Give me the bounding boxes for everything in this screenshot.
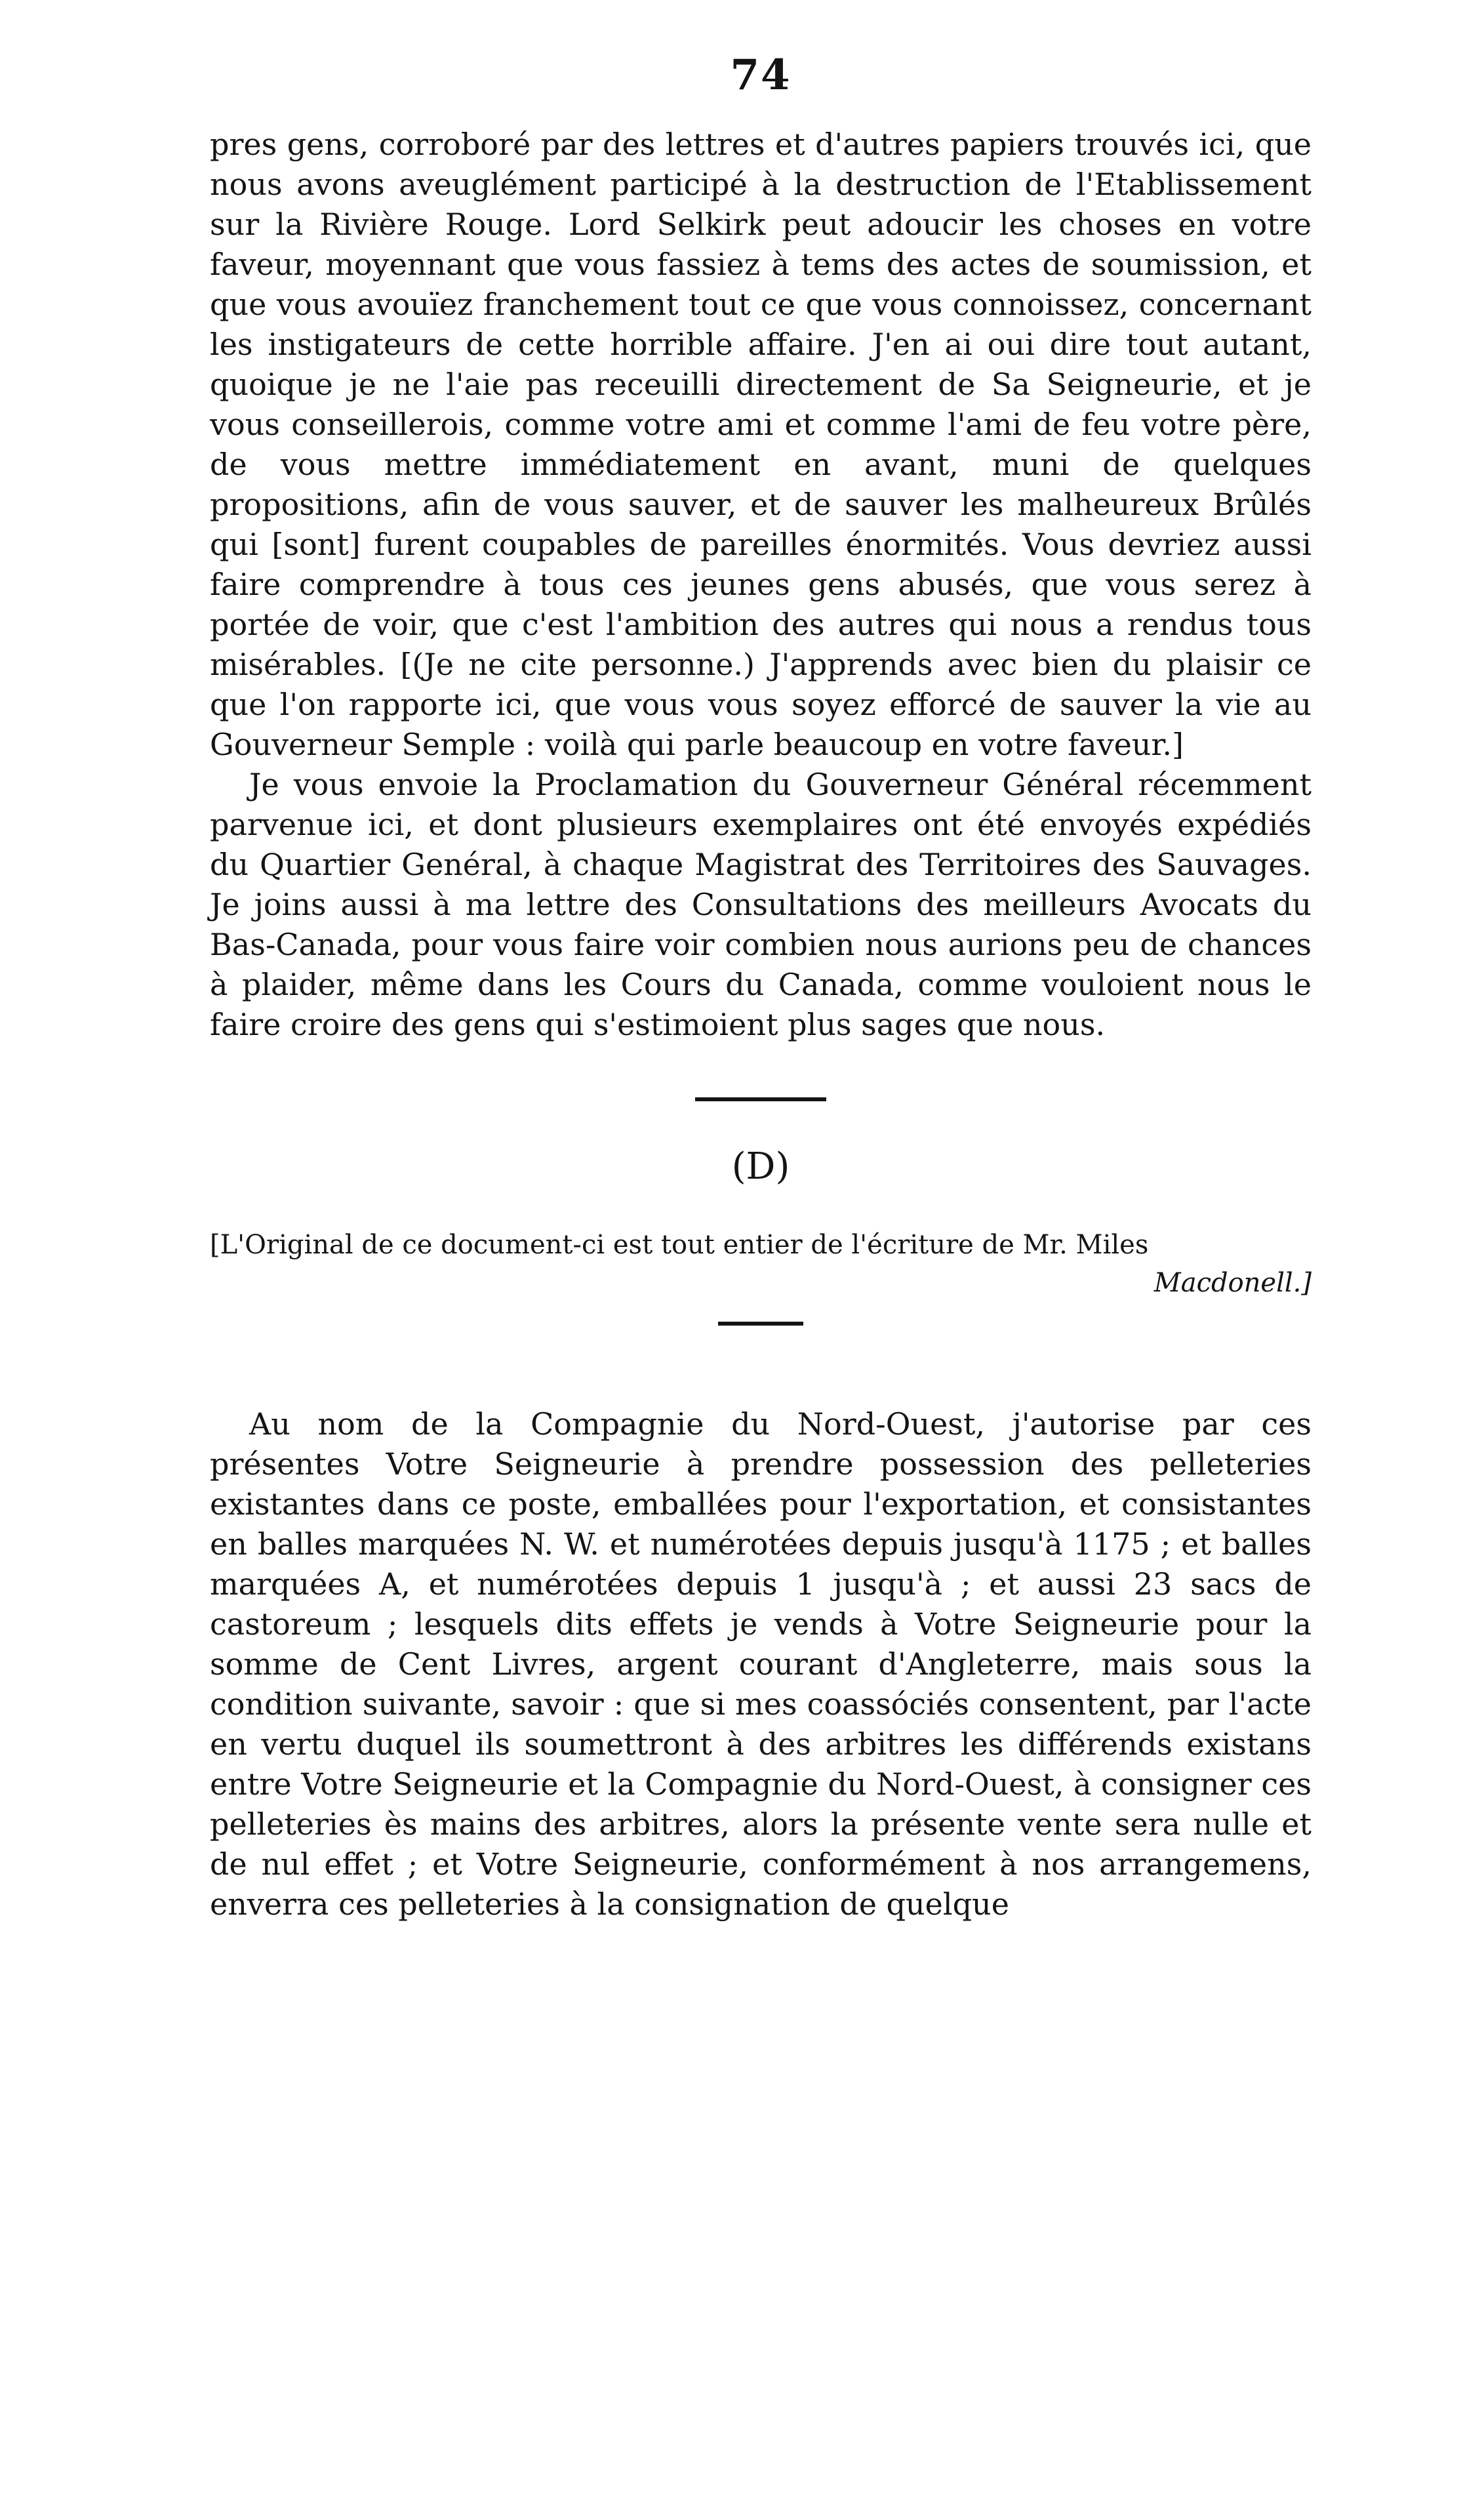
page-number: 74 [730, 51, 792, 100]
document-page [210, 46, 1312, 2407]
source-note-line-1: [L'Original de ce document-ci est tout entier de l'écriture de Mr. Miles [210, 1230, 1149, 1260]
paragraph-3: Au nom de la Compagnie du Nord-Ouest, j'autorise par ces présentes Votre Seigneurie à prendre possession des pelleteries existantes dans ce poste, emballées pour l'exportation, et consistantes en balles marquées N. W. et numérotées depuis jusqu'à 1175 ; et balles marquées A, et numérotées depuis 1 jusqu'à ; et aussi 23 sacs de castoreum ; lesquels dits effets je vends à Votre Seigneurie pour la somme de Cent Livres, argent courant d'Angleterre, mais sous la condition suivante, savoir : que si mes coassóciés consentent, par l'acte en vertu duquel ils soumettront à des arbitres les différends existans entre Votre Seigneurie et la Compagnie du Nord-Ouest, à consigner ces pelleteries ès mains des arbitres, alors la présente vente sera nulle et de nul effet ; et Votre Seigneurie, conformément à nos arrangemens, enverra ces pelleteries à la consignation de quelque [210, 1406, 1312, 1922]
note-divider [718, 1322, 803, 1326]
section-divider [695, 1097, 826, 1101]
source-note-line-2: Macdonell.] [1153, 1268, 1312, 1298]
paragraph-2: Je vous envoie la Proclamation du Gouverneur Général récemment parvenue ici, et dont plusieurs exemplaires ont été envoyés expédiés du Quartier Genéral, à chaque Magistrat des Territoires des Sauvages. Je joins aussi à ma lettre des Consultations des meilleurs Avocats du Bas-Canada, pour vous faire voir combien nous aurions peu de chances à plaider, même dans les Cours du Canada, comme vouloient nous le faire croire des gens qui s'estimoient plus sages que nous. [210, 767, 1312, 1042]
section-label: (D) [731, 1145, 790, 1188]
paragraph-1: pres gens, corroboré par des lettres et d'autres papiers trouvés ici, que nous avons aveuglément participé à la destruction de l'Etablissement sur la Rivière Rouge. Lord Selkirk peut adoucir les choses en votre faveur, moyennant que vous fassiez à tems des actes de soumission, et que vous avouïez franchement tout ce que vous connoissez, concernant les instigateurs de cette horrible affaire. J'en ai oui dire tout autant, quoique je ne l'aie pas receuilli directement de Sa Seigneurie, et je vous conseillerois, comme votre ami et comme l'ami de feu votre père, de vous mettre immédiatement en avant, muni de quelques propositions, afin de vous sauver, et de sauver les malheureux Brûlés qui [sont] furent coupables de pareilles énormités. Vous devriez aussi faire comprendre à tous ces jeunes gens abusés, que vous serez à portée de voir, que c'est l'ambition des autres qui nous a rendus tous misérables. [(Je ne cite personne.) J'apprends avec bien du plaisir ce que l'on rapporte ici, que vous vous soyez efforcé de sauver la vie au Gouverneur Semple : voilà qui parle beaucoup en votre faveur.] [210, 127, 1312, 762]
